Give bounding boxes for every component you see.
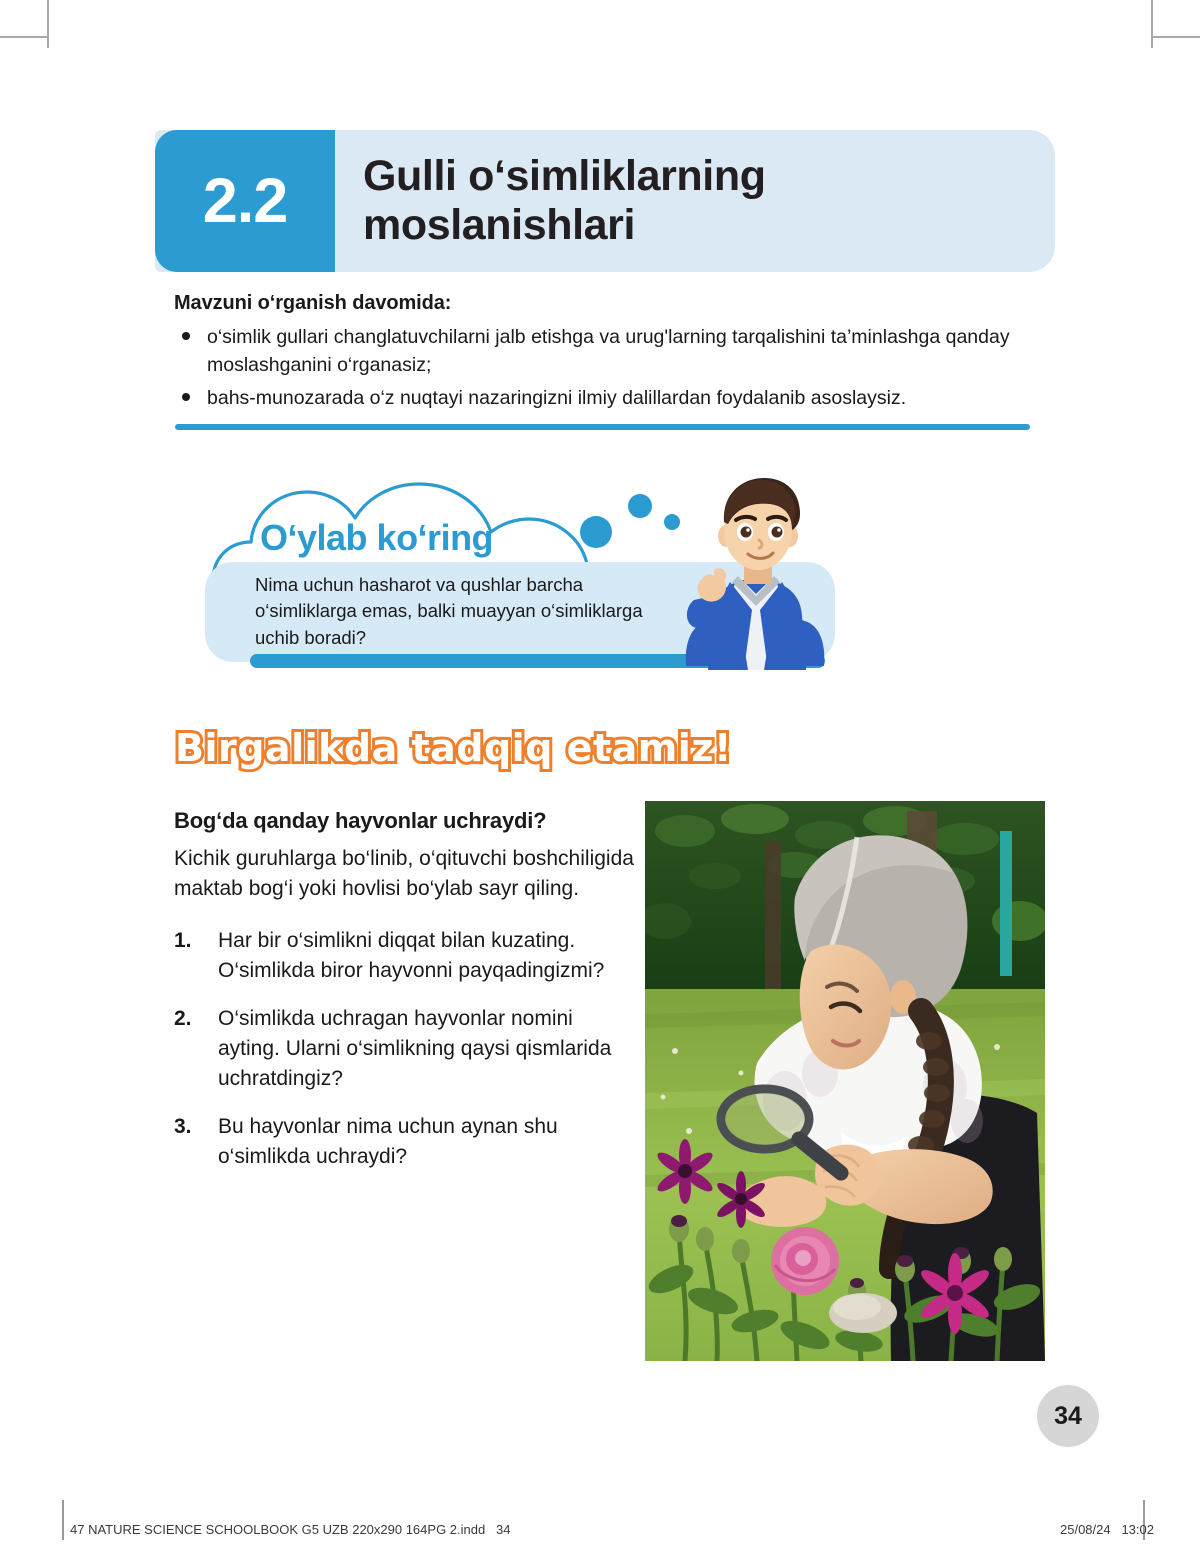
print-footer-filename: 47 NATURE SCIENCE SCHOOLBOOK G5 UZB 220x290 164PG 2.indd 34 — [70, 1522, 511, 1537]
thought-dot-medium — [628, 494, 652, 518]
page-number-badge: 34 — [1037, 1385, 1099, 1447]
bullet-icon — [182, 393, 190, 401]
list-item — [174, 384, 1036, 412]
chapter-header-banner — [155, 130, 1055, 272]
crop-mark-top-left — [47, 0, 49, 48]
objective-text: bahs-munozarada o‘z nuqtayi nazaringizni ilmiy dalillardan foydalanib asoslaysiz. — [207, 386, 907, 409]
list-item — [174, 323, 1036, 380]
list-item — [174, 1004, 634, 1094]
think-about-it-box — [205, 462, 865, 677]
activity-photo — [645, 801, 1045, 1361]
activity-intro: Kichik guruhlarga bo‘linib, o‘qituvchi boshchiligida maktab bog‘i yoki hovlisi bo‘ylab sayr qiling. — [174, 847, 634, 901]
think-title: O‘ylab ko‘ring — [260, 517, 494, 558]
objectives-heading: Mavzuni o‘rganish davomida: — [174, 292, 452, 314]
learning-objectives — [174, 292, 1036, 416]
step-number: 1. — [174, 929, 192, 953]
list-item — [174, 926, 634, 986]
think-question: Nima uchun hasharot va qushlar barcha o‘simliklarga emas, balki muayyan o‘simliklarga uchib boradi? — [255, 574, 643, 648]
step-text: Har bir o‘simlikni diqqat bilan kuzating. O‘simlikda biror hayvonni payqadingizmi? — [218, 929, 605, 983]
bullet-icon — [182, 332, 190, 340]
step-number: 3. — [174, 1115, 192, 1139]
step-number: 2. — [174, 1007, 192, 1031]
crop-mark-left-top — [0, 36, 48, 38]
chapter-title: Gulli o‘simliklarning moslanishlari — [363, 151, 766, 249]
crop-mark-right-top — [1152, 36, 1200, 38]
thinking-boy-illustration — [660, 470, 860, 675]
section-divider — [175, 424, 1030, 430]
thought-dot-large — [580, 516, 612, 548]
step-text: Bu hayvonlar nima uchun aynan shu o‘simlikda uchraydi? — [218, 1115, 558, 1169]
step-text: O‘simlikda uchragan hayvonlar nomini ayting. Ularni o‘simlikning qaysi qismlarida uchratdingiz? — [218, 1007, 612, 1091]
schoolgirl-examining-flowers-photo — [645, 801, 1045, 1361]
objective-text: o‘simlik gullari changlatuvchilarni jalb etishga va urug'larning tarqalishini ta’minlashga qanday moslashganini o‘rganasiz; — [207, 326, 1010, 377]
objectives-list — [174, 323, 1036, 412]
footer-rule-left — [62, 1500, 64, 1540]
activity-steps-list — [174, 926, 634, 1172]
crop-mark-top-right — [1151, 0, 1153, 48]
activity-banner-heading: Birgalikda tadqiq etamiz! — [175, 726, 732, 770]
chapter-number: 2.2 — [155, 130, 335, 272]
print-footer-timestamp: 25/08/24 13:02 — [1060, 1522, 1154, 1537]
activity-title: Bog‘da qanday hayvonlar uchraydi? — [174, 808, 547, 833]
activity-section — [174, 808, 634, 1190]
list-item — [174, 1112, 634, 1172]
